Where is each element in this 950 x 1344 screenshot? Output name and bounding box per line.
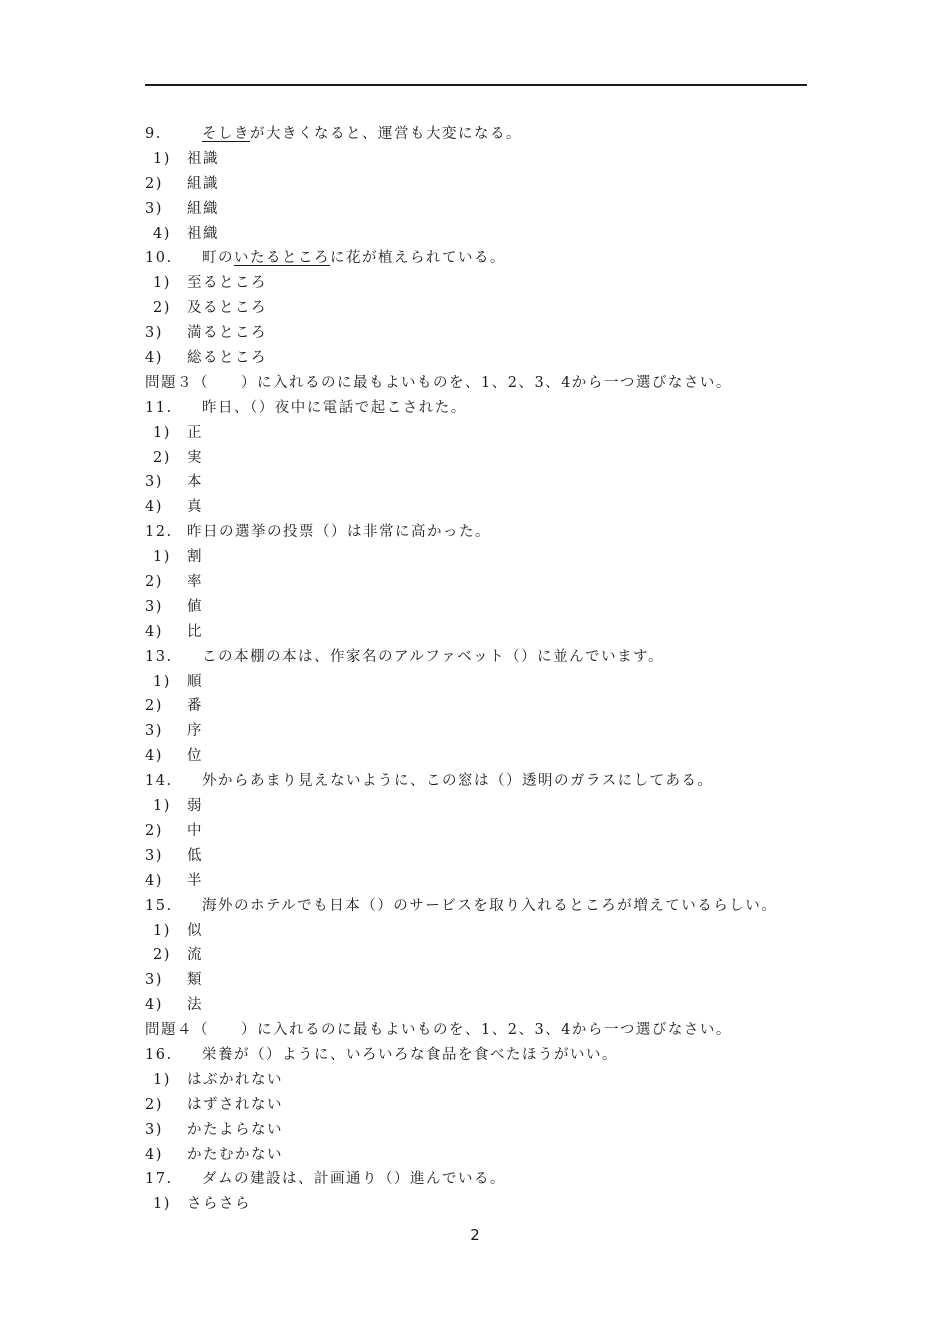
answer-option <box>145 570 825 595</box>
option-number: 1) <box>153 150 171 167</box>
question-text: 昨日、（）夜中に電話で起こされた。 <box>202 399 467 416</box>
answer-option <box>145 968 825 993</box>
option-text: かたむかない <box>187 1146 283 1163</box>
option-number: 4) <box>153 225 171 242</box>
option-number: 2) <box>145 822 163 839</box>
option-number: 2) <box>153 449 171 466</box>
option-number: 4) <box>145 872 163 889</box>
answer-option <box>145 1118 825 1143</box>
answer-option <box>145 421 825 446</box>
answer-option <box>145 943 825 968</box>
option-text: 正 <box>187 424 203 441</box>
question-text: ダムの建設は、計画通り（）進んでいる。 <box>202 1171 506 1188</box>
option-text: 総るところ <box>187 350 267 367</box>
answer-option <box>145 172 825 197</box>
option-text: 低 <box>187 847 203 864</box>
option-text: 実 <box>187 449 203 466</box>
question-text: 昨日の選挙の投票（）は非常に高かった。 <box>187 524 491 541</box>
option-number: 1) <box>153 275 171 292</box>
answer-option <box>145 794 825 819</box>
option-number: 4) <box>145 748 163 765</box>
question-text: に花が植えられている。 <box>330 250 506 267</box>
question-line <box>145 1043 825 1068</box>
question-list <box>145 122 825 1217</box>
answer-option <box>145 869 825 894</box>
option-text: 祖識 <box>187 150 219 167</box>
option-text: 順 <box>187 673 203 690</box>
answer-option <box>145 1143 825 1168</box>
option-number: 2) <box>145 1096 163 1113</box>
answer-option <box>145 446 825 471</box>
question-line <box>145 246 825 271</box>
option-text: はずされない <box>187 1096 283 1113</box>
answer-option <box>145 1068 825 1093</box>
question-text: この本棚の本は、作家名のアルファベット（）に並んでいます。 <box>202 648 664 665</box>
option-number: 1) <box>153 673 171 690</box>
option-text: 本 <box>187 474 203 491</box>
answer-option <box>145 719 825 744</box>
option-text: 流 <box>187 947 203 964</box>
question-number: 17. <box>145 1171 173 1188</box>
option-number: 2) <box>153 300 171 317</box>
option-text: 満るところ <box>187 325 267 342</box>
answer-option <box>145 620 825 645</box>
option-text: 及るところ <box>187 300 267 317</box>
option-number: 3) <box>145 200 163 217</box>
answer-option <box>145 222 825 247</box>
option-text: 値 <box>187 598 203 615</box>
answer-option <box>145 147 825 172</box>
underlined-target-word: そしき <box>202 126 250 142</box>
question-number: 14. <box>145 773 173 790</box>
question-line <box>145 122 825 147</box>
heading-text: 問題３（ ）に入れるのに最もよいものを、1、2、3、4から一つ選びなさい。 <box>145 374 732 391</box>
option-text: 類 <box>187 972 203 989</box>
option-text: 似 <box>187 922 203 939</box>
question-line <box>145 520 825 545</box>
option-number: 1) <box>153 1196 171 1213</box>
heading-text: 問題４（ ）に入れるのに最もよいものを、1、2、3、4から一つ選びなさい。 <box>145 1022 732 1039</box>
option-text: さらさら <box>187 1196 251 1213</box>
question-line <box>145 396 825 421</box>
option-text: 祖織 <box>187 225 219 242</box>
answer-option <box>145 545 825 570</box>
option-number: 4) <box>145 350 163 367</box>
question-line <box>145 645 825 670</box>
underlined-target-word: いたるところ <box>234 250 330 267</box>
answer-option <box>145 495 825 520</box>
question-text: 外からあまり見えないように、この窓は（）透明のガラスにしてある。 <box>202 773 714 790</box>
option-number: 4) <box>145 997 163 1014</box>
section-heading <box>145 371 825 396</box>
option-number: 3) <box>145 474 163 491</box>
answer-option <box>145 844 825 869</box>
answer-option <box>145 296 825 321</box>
question-number: 12. <box>145 524 173 541</box>
question-number: 13. <box>145 648 173 665</box>
section-heading <box>145 1018 825 1043</box>
option-number: 3) <box>145 1121 163 1138</box>
question-number: 9. <box>145 126 162 142</box>
option-number: 1) <box>153 424 171 441</box>
answer-option <box>145 1192 825 1217</box>
option-text: 番 <box>187 698 203 715</box>
option-number: 3) <box>145 325 163 342</box>
option-text: 序 <box>187 723 203 740</box>
header-rule <box>145 84 807 86</box>
answer-option <box>145 919 825 944</box>
option-text: 率 <box>187 574 203 591</box>
option-text: 弱 <box>187 798 203 815</box>
answer-option <box>145 271 825 296</box>
answer-option <box>145 993 825 1018</box>
option-text: 組識 <box>187 175 219 192</box>
question-number: 16. <box>145 1046 173 1063</box>
answer-option <box>145 321 825 346</box>
question-line <box>145 894 825 919</box>
option-text: 割 <box>187 549 203 566</box>
answer-option <box>145 1093 825 1118</box>
question-number: 15. <box>145 897 173 914</box>
option-text: 法 <box>187 997 203 1014</box>
option-number: 3) <box>145 723 163 740</box>
answer-option <box>145 694 825 719</box>
option-text: かたよらない <box>187 1121 283 1138</box>
option-number: 4) <box>145 499 163 516</box>
option-number: 2) <box>145 175 163 192</box>
option-text: 至るところ <box>187 275 267 292</box>
option-number: 1) <box>153 549 171 566</box>
answer-option <box>145 197 825 222</box>
option-text: 中 <box>187 822 203 839</box>
answer-option <box>145 470 825 495</box>
page-number: 2 <box>470 1226 480 1244</box>
option-number: 4) <box>145 623 163 640</box>
question-text: 栄養が（）ように、いろいろな食品を食べたほうがいい。 <box>202 1046 618 1063</box>
answer-option <box>145 595 825 620</box>
option-number: 2) <box>145 698 163 715</box>
option-number: 1) <box>153 922 171 939</box>
question-text: 町の <box>202 250 234 267</box>
option-number: 3) <box>145 972 163 989</box>
option-number: 4) <box>145 1146 163 1163</box>
question-number: 11. <box>145 399 173 416</box>
option-text: はぶかれない <box>187 1071 283 1088</box>
option-number: 2) <box>145 574 163 591</box>
answer-option <box>145 819 825 844</box>
question-text: が大きくなると、運営も大変になる。 <box>250 126 522 142</box>
option-text: 位 <box>187 748 203 765</box>
option-number: 3) <box>145 598 163 615</box>
question-text: 海外のホテルでも日本（）のサービスを取り入れるところが増えているらしい。 <box>202 897 778 914</box>
option-number: 1) <box>153 1071 171 1088</box>
option-number: 2) <box>153 947 171 964</box>
question-line <box>145 1167 825 1192</box>
option-number: 3) <box>145 847 163 864</box>
question-number: 10. <box>145 250 173 267</box>
answer-option <box>145 744 825 769</box>
answer-option <box>145 346 825 371</box>
option-text: 真 <box>187 499 203 516</box>
option-number: 1) <box>153 798 171 815</box>
option-text: 組織 <box>187 200 219 217</box>
question-line <box>145 769 825 794</box>
answer-option <box>145 670 825 695</box>
option-text: 比 <box>187 623 203 640</box>
option-text: 半 <box>187 872 203 889</box>
